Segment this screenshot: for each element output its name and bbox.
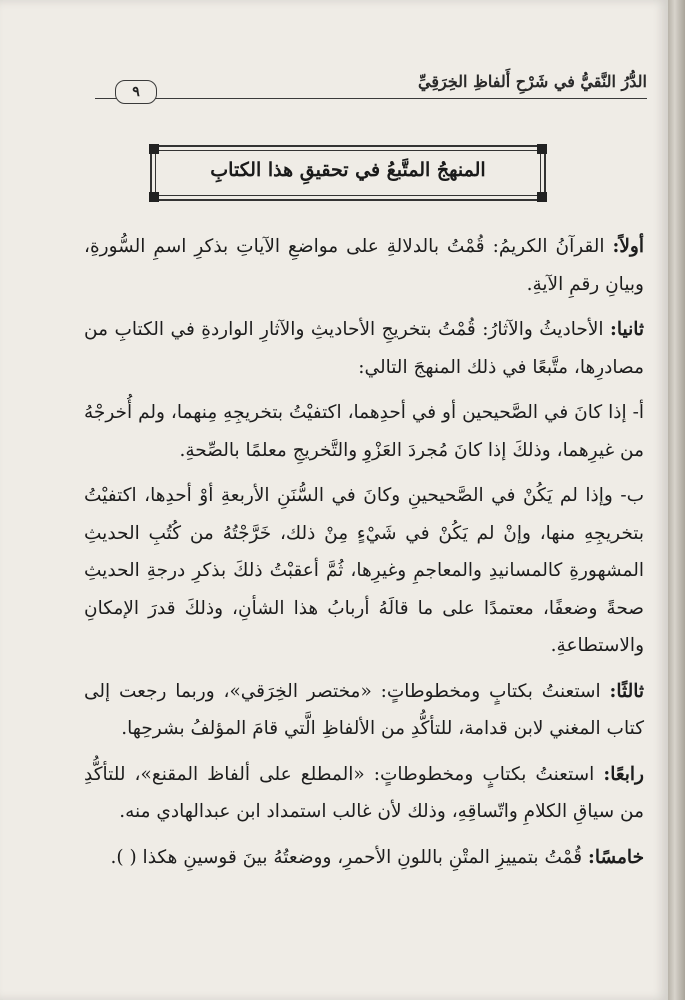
paragraph-lead: خامسًا:	[588, 846, 644, 868]
frame-corner-ornament	[149, 144, 159, 154]
paragraph-third	[84, 673, 644, 748]
paragraph-item-a	[84, 394, 644, 469]
paragraph-text: القرآنُ الكريمُ: قُمْتُ بالدلالةِ على مواضعِ الآياتِ بذكرِ اسمِ السُّورةِ، وبيانِ رقمِ الآيةِ.	[84, 236, 644, 295]
paragraph-fifth	[84, 839, 644, 877]
frame-corner-ornament	[537, 144, 547, 154]
page-number: ٩	[115, 80, 157, 104]
paragraph-text: الأحاديثُ والآثارُ: قُمْتُ بتخريجِ الأحاديثِ والآثارِ الواردةِ في الكتابِ من مصادرِها، متَّبعًا في ذلك المنهجَ التالي:	[84, 319, 644, 378]
body-text	[84, 228, 644, 884]
paragraph-text: استعنتُ بكتابٍ ومخطوطاتٍ: «مختصر الخِرَقي»، وربما رجعت إلى كتاب المغني لابن قدامة، للتأكُّدِ من الألفاظِ الَّتي قامَ المؤلفُ بشرحِها.	[84, 680, 644, 739]
paragraph-lead: ثانيا:	[610, 319, 644, 340]
paragraph-text: ب- وإذا لم يَكُنْ في الصَّحيحينِ وكانَ في السُّنَنِ الأربعةِ أوْ أحدِها، اكتفيْتُ بتخريجِهِ منها، وإنْ لم يَكُنْ في شَيْءٍ مِنْ ذلك، خَرَّجْتُهُ من كُتُبِ الحديثِ المشهورةِ كالمسانيدِ والمعاجمِ وغيرِها، ثُمَّ أعقبْتُ ذلكَ بذكرِ درجةِ الحديثِ صحةً وضعفًا، معتمدًا على ما قالَهُ أربابُ هذا الشأنِ، وذلكَ قدرَ الإمكانِ والاستطاعةِ.	[84, 485, 644, 656]
section-heading: المنهجُ المتَّبعُ في تحقيقِ هذا الكتابِ	[210, 159, 486, 181]
paragraph-item-b	[84, 477, 644, 665]
frame-corner-ornament	[537, 192, 547, 202]
header-rule	[95, 98, 647, 99]
page-header	[95, 70, 647, 100]
paragraph-lead: ثالثًا:	[609, 680, 644, 702]
paragraph-text: قُمْتُ بتمييزِ المتْنِ باللونِ الأحمرِ، ووضعتُهُ بينَ قوسينِ هكذا ( ).	[110, 846, 583, 868]
frame-corner-ornament	[149, 192, 159, 202]
paragraph-lead: أولاً:	[612, 236, 644, 257]
paragraph-second	[84, 311, 644, 386]
paragraph-fourth	[84, 756, 644, 831]
paragraph-text: أ- إذا كانَ في الصَّحيحين أو في أحدِهما، اكتفيْتُ بتخريجِهِ مِنهما، ولم أُخرجْهُ من غيرِهما، وذلكَ إذا كانَ مُجردَ العَزْوِ والتَّخريجِ معلمًا بالصِّحةِ.	[84, 402, 644, 461]
page-edge	[668, 0, 685, 1000]
running-title: الدُّرُ النَّقيُّ في شَرْحِ أَلفاظِ الخِرَقِيِّ	[418, 72, 647, 91]
paragraph-first	[84, 228, 644, 303]
paragraph-text: استعنتُ بكتابٍ ومخطوطاتٍ: «المطلع على ألفاظ المقنع»، للتأكُّدِ من سياقِ الكلامِ واتّساقِهِ، وذلك لأن غالب استمداد ابن عبدالهادي منه.	[84, 763, 644, 822]
section-heading-frame	[150, 145, 546, 201]
paragraph-lead: رابعًا:	[603, 763, 644, 785]
